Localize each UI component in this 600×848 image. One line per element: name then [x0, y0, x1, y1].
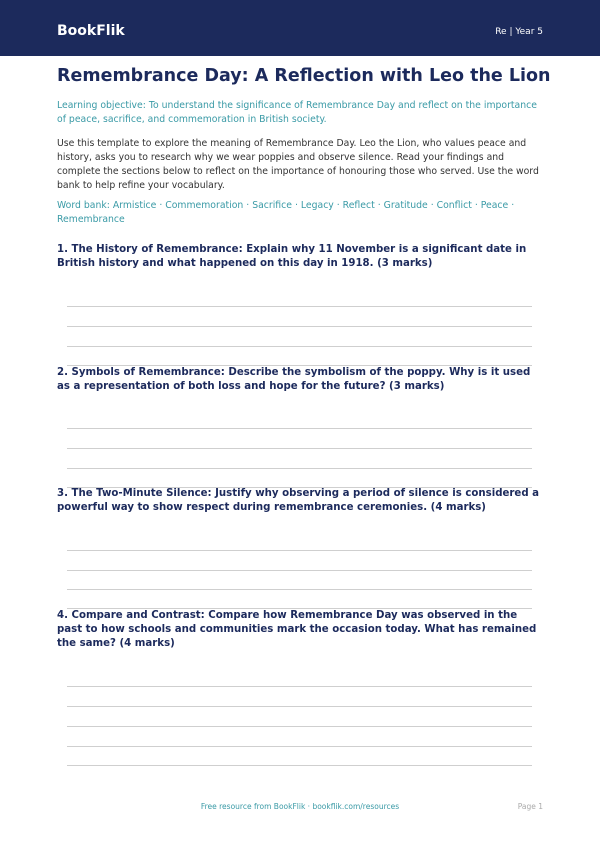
- answer-line[interactable]: [67, 746, 532, 747]
- learning-objective: Learning objective: To understand the significance of Remembrance Day and reflect on the importance of peace, sacrifice, and commemoration in British society.: [57, 100, 537, 125]
- brand-logo-text: BookFlik: [57, 23, 125, 39]
- answer-line[interactable]: [67, 468, 532, 469]
- answer-line[interactable]: [67, 428, 532, 429]
- answer-line[interactable]: [67, 550, 532, 551]
- intro-paragraph: Use this template to explore the meaning of Remembrance Day. Leo the Lion, who values peace and history, asks you to research why we wear poppies and observe silence. Read your findings and complete the sections below to reflect on the importance of honouring those who served. Use the word bank to help refine your vocabulary.: [57, 138, 539, 191]
- question-1: 1. The History of Remembrance: Explain why 11 November is a significant date in British history and what happened on this day in 1918. (3 marks): [57, 244, 527, 269]
- footer-credit: Free resource from BookFlik · bookflik.com/resources: [200, 802, 400, 811]
- subject-year-label: Re | Year 5: [495, 27, 543, 37]
- question-2: 2. Symbols of Remembrance: Describe the symbolism of the poppy. Why is it used as a representation of both loss and hope for the future? (3 marks): [57, 367, 531, 392]
- word-bank: Word bank: Armistice · Commemoration · Sacrifice · Legacy · Reflect · Gratitude · Conflict · Peace · Remembrance: [57, 200, 515, 225]
- answer-line[interactable]: [67, 448, 532, 449]
- question-3: 3. The Two-Minute Silence: Justify why observing a period of silence is considered a powerful way to show respect during remembrance ceremonies. (4 marks): [57, 488, 540, 513]
- answer-line[interactable]: [67, 306, 532, 307]
- answer-line[interactable]: [67, 346, 532, 347]
- answer-line[interactable]: [67, 686, 532, 687]
- answer-line[interactable]: [67, 726, 532, 727]
- question-4: 4. Compare and Contrast: Compare how Remembrance Day was observed in the past to how schools and communities mark the occasion today. What has remained the same? (4 marks): [57, 610, 537, 649]
- answer-line[interactable]: [67, 765, 532, 766]
- page-number: Page 1: [517, 802, 543, 811]
- answer-line[interactable]: [67, 326, 532, 327]
- header-bar: [0, 0, 600, 56]
- answer-line[interactable]: [67, 570, 532, 571]
- page-title: Remembrance Day: A Reflection with Leo the Lion: [57, 66, 551, 86]
- answer-line[interactable]: [67, 589, 532, 590]
- answer-line[interactable]: [67, 706, 532, 707]
